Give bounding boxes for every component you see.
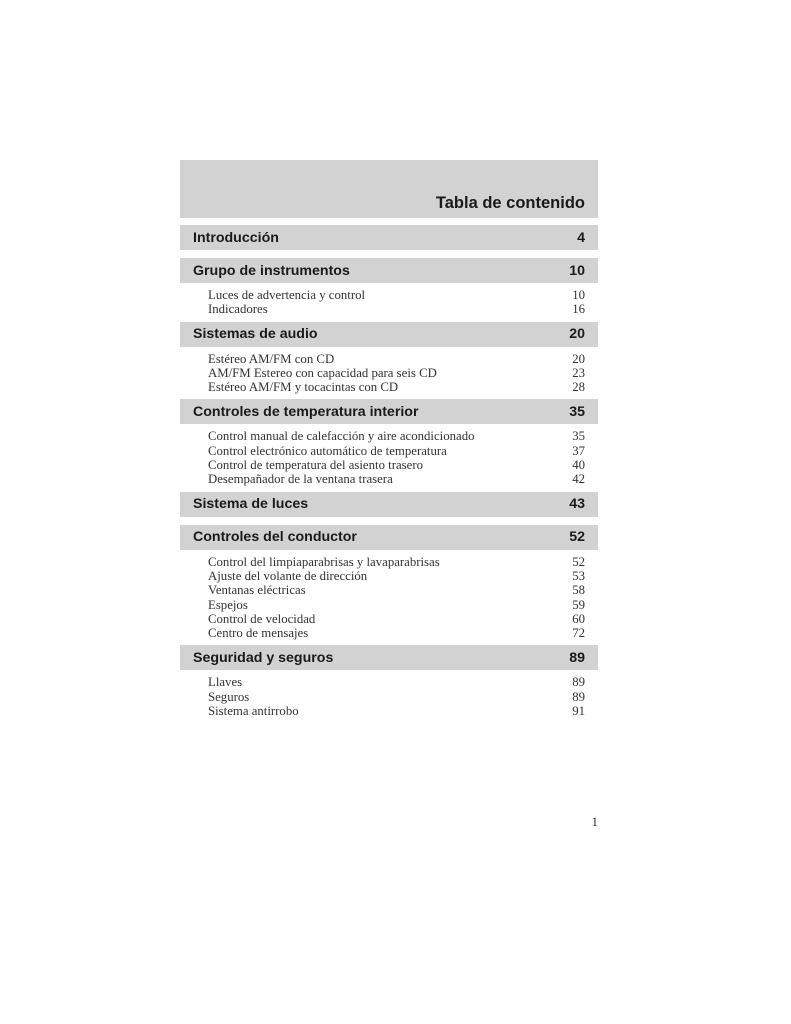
section-entries (180, 283, 598, 317)
section-page-number: 43 (569, 496, 585, 513)
toc-section (180, 492, 598, 517)
entry-title: Espejos (208, 597, 248, 612)
section-header[interactable] (180, 225, 598, 250)
entry-page-number: 35 (572, 429, 585, 444)
toc-entry[interactable] (180, 366, 598, 380)
entry-page-number: 60 (572, 611, 585, 626)
section-entries (180, 550, 598, 641)
entry-title: Estéreo AM/FM con CD (208, 351, 335, 366)
section-title: Controles del conductor (193, 529, 357, 546)
section-page-number: 89 (569, 649, 585, 666)
entry-title: Control electrónico automático de temperatura (208, 443, 447, 458)
entry-title: Estéreo AM/FM y tocacintas con CD (208, 380, 399, 395)
section-title: Sistema de luces (193, 496, 309, 513)
toc-entry[interactable] (180, 302, 598, 316)
toc-section (180, 645, 598, 718)
toc-section (180, 399, 598, 486)
toc-entry[interactable] (180, 612, 598, 626)
entry-page-number: 23 (572, 365, 585, 380)
section-header[interactable] (180, 492, 598, 517)
toc-entry[interactable] (180, 444, 598, 458)
entry-title: Control manual de calefacción y aire acondicionado (208, 429, 475, 444)
entry-page-number: 28 (572, 380, 585, 395)
toc-entry[interactable] (180, 583, 598, 597)
section-entries (180, 347, 598, 395)
section-title: Seguridad y seguros (193, 649, 334, 666)
entry-page-number: 53 (572, 568, 585, 583)
section-header[interactable] (180, 645, 598, 670)
section-entries (180, 670, 598, 718)
entry-page-number: 40 (572, 458, 585, 473)
entry-page-number: 58 (572, 583, 585, 598)
section-header[interactable] (180, 399, 598, 424)
toc-entry[interactable] (180, 555, 598, 569)
toc-entry[interactable] (180, 429, 598, 443)
toc-entry[interactable] (180, 598, 598, 612)
section-title: Introducción (193, 229, 279, 246)
toc-entry[interactable] (180, 458, 598, 472)
entry-title: Centro de mensajes (208, 626, 309, 641)
entry-title: Control de temperatura del asiento trasero (208, 458, 423, 473)
entry-title: Ventanas eléctricas (208, 583, 306, 598)
page-number: 1 (591, 814, 598, 829)
title-banner (180, 160, 598, 218)
entry-page-number: 52 (572, 554, 585, 569)
section-title: Controles de temperatura interior (193, 403, 419, 420)
section-title: Sistemas de audio (193, 326, 318, 343)
toc-entry[interactable] (180, 352, 598, 366)
entry-page-number: 20 (572, 351, 585, 366)
entry-title: Sistema antirrobo (208, 704, 299, 719)
entry-page-number: 59 (572, 597, 585, 612)
section-title: Grupo de instrumentos (193, 262, 350, 279)
entry-title: Control de velocidad (208, 611, 316, 626)
toc-section (180, 322, 598, 395)
section-page-number: 20 (569, 326, 585, 343)
entry-title: Seguros (208, 689, 250, 704)
toc-entry[interactable] (180, 704, 598, 718)
section-page-number: 4 (577, 229, 585, 246)
toc-section (180, 258, 598, 317)
toc-entry[interactable] (180, 472, 598, 486)
section-page-number: 52 (569, 529, 585, 546)
entry-page-number: 89 (572, 675, 585, 690)
entry-title: Indicadores (208, 302, 268, 317)
entry-title: AM/FM Estereo con capacidad para seis CD (208, 365, 437, 380)
entry-title: Llaves (208, 675, 243, 690)
entry-page-number: 16 (572, 302, 585, 317)
toc-entry[interactable] (180, 288, 598, 302)
section-entries (180, 424, 598, 486)
entry-page-number: 91 (572, 704, 585, 719)
entry-title: Desempañador de la ventana trasera (208, 472, 393, 487)
entry-page-number: 72 (572, 626, 585, 641)
toc-entry[interactable] (180, 690, 598, 704)
section-page-number: 10 (569, 262, 585, 279)
toc-section (180, 525, 598, 641)
section-header[interactable] (180, 258, 598, 283)
section-page-number: 35 (569, 403, 585, 420)
toc-entry[interactable] (180, 626, 598, 640)
table-of-contents (180, 160, 598, 718)
entry-page-number: 42 (572, 472, 585, 487)
entry-page-number: 10 (572, 288, 585, 302)
toc-entry[interactable] (180, 380, 598, 394)
toc-entry[interactable] (180, 675, 598, 689)
entry-page-number: 37 (572, 443, 585, 458)
entry-title: Control del limpiaparabrisas y lavaparabrisas (208, 554, 440, 569)
toc-entry[interactable] (180, 569, 598, 583)
toc-section (180, 225, 598, 250)
entry-title: Luces de advertencia y control (208, 288, 366, 302)
entry-title: Ajuste del volante de dirección (208, 568, 368, 583)
section-header[interactable] (180, 525, 598, 550)
page-title: Tabla de contenido (435, 194, 585, 212)
toc-sections (180, 225, 598, 718)
section-header[interactable] (180, 322, 598, 347)
entry-page-number: 89 (572, 689, 585, 704)
